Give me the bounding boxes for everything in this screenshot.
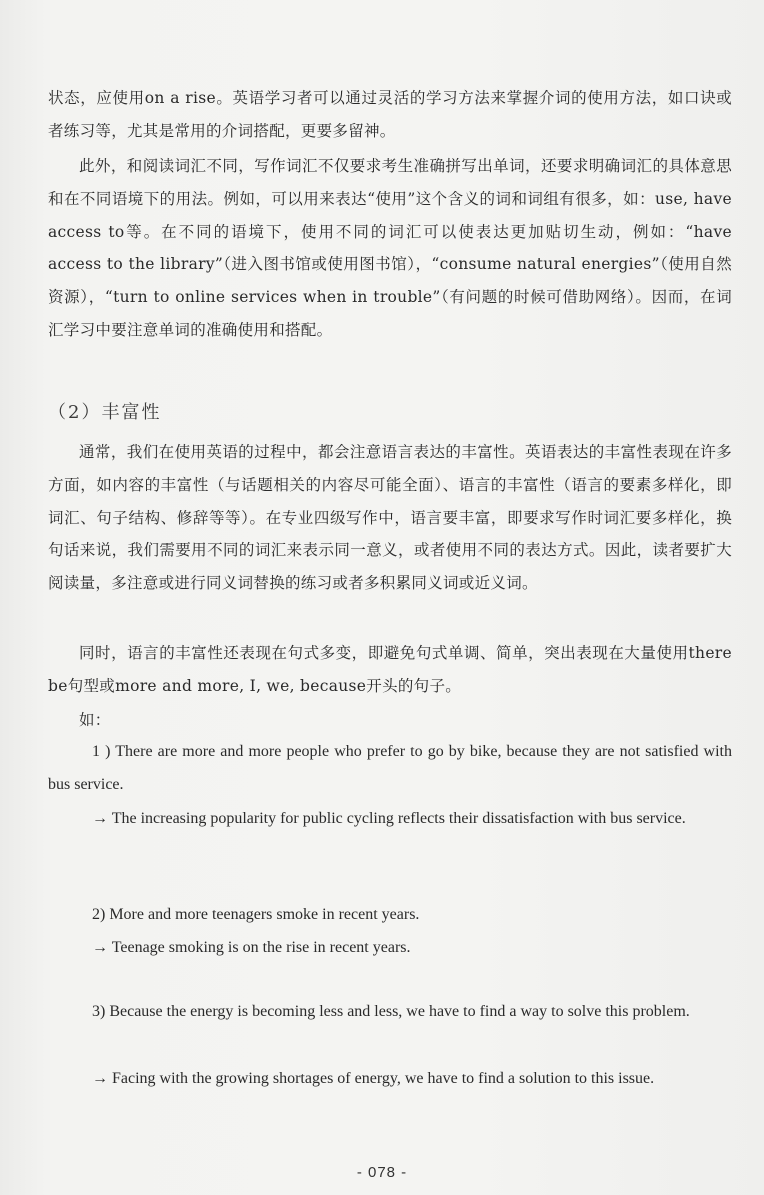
example-label: 如： bbox=[79, 711, 111, 729]
paragraph-preposition-tips: 状态，应使用on a rise。英语学习者可以通过灵活的学习方法来掌握介词的使用方法，如口诀或者练习等，尤其是常用的介词搭配，更要多留神。 bbox=[48, 89, 732, 140]
example-1-original: 1 ) There are more and more people who prefer to go by bike, because they are not satisfied with bus service. bbox=[48, 743, 732, 793]
example-3-rewrite: → Facing with the growing shortages of energy, we have to find a solution to this issue. bbox=[92, 1070, 655, 1087]
section-heading-richness: （2）丰富性 bbox=[48, 402, 162, 423]
example-2-original: 2) More and more teenagers smoke in recent years. bbox=[92, 906, 420, 923]
example-1-rewrite: → The increasing popularity for public cycling reflects their dissatisfaction with bus service. bbox=[92, 810, 686, 827]
paragraph-sentence-variety: 同时，语言的丰富性还表现在句式多变，即避免句式单调、简单，突出表现在大量使用there be句型或more and more, I, we, because开头的句子。 bbox=[48, 644, 732, 695]
example-3-original: 3) Because the energy is becoming less and less, we have to find a way to solve this problem. bbox=[92, 1003, 690, 1020]
example-2-rewrite: → Teenage smoking is on the rise in recent years. bbox=[92, 939, 411, 956]
paragraph-writing-vocabulary: 此外，和阅读词汇不同，写作词汇不仅要求考生准确拼写出单词，还要求明确词汇的具体意思和在不同语境下的用法。例如，可以用来表达“使用”这个含义的词和词组有很多，如：use, have access to等。在不同的语境下，使用不同的词汇可以使表达更加贴切生动，例如：“have access to the library”（进入图书馆或使用图书馆），“consume natural energies”（使用自然资源），“turn to online services when in trouble”（有问题的时候可借助网络）。因而，在词汇学习中要注意单词的准确使用和搭配。 bbox=[48, 157, 732, 339]
paragraph-richness-intro: 通常，我们在使用英语的过程中，都会注意语言表达的丰富性。英语表达的丰富性表现在许多方面，如内容的丰富性（与话题相关的内容尽可能全面）、语言的丰富性（语言的要素多样化，即词汇、句子结构、修辞等等）。在专业四级写作中，语言要丰富，即要求写作时词汇要多样化，换句话来说，我们需要用不同的词汇来表示同一意义，或者使用不同的表达方式。因此，读者要扩大阅读量，多注意或进行同义词替换的练习或者多积累同义词或近义词。 bbox=[48, 443, 732, 593]
page-number: - 078 - bbox=[356, 1164, 408, 1181]
